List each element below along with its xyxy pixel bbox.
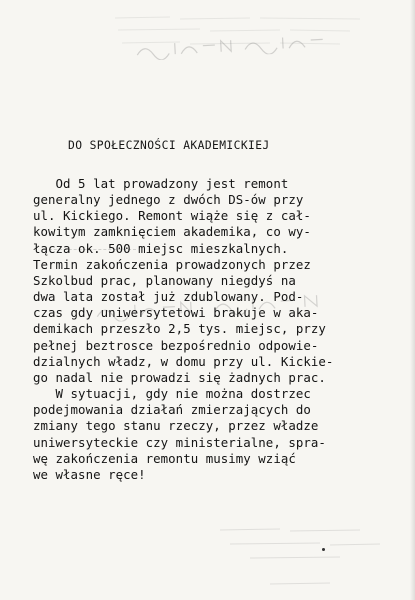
text-line: uniwersyteckie czy ministerialne, spra- bbox=[33, 434, 326, 450]
text-line: łącza ok. 500 miejsc mieszkalnych. bbox=[33, 240, 289, 256]
text-line: Od 5 lat prowadzony jest remont bbox=[33, 176, 289, 191]
text-line: ul. Kickiego. Remont wiąże się z cał- bbox=[33, 208, 311, 224]
text-line: Termin zakończenia prowadzonych przez bbox=[33, 256, 311, 272]
text-line: generalny jednego z dwóch DS-ów przy bbox=[33, 192, 304, 208]
stray-mark bbox=[322, 548, 325, 551]
text-line: czas gdy uniwersytetowi brakuje w aka- bbox=[33, 305, 319, 321]
text-line: podejmowania działań zmierzających do bbox=[33, 402, 311, 418]
text-line: dwa lata został już zdublowany. Pod- bbox=[33, 289, 304, 305]
document-title: DO SPOŁECZNOŚCI AKADEMICKIEJ bbox=[68, 139, 270, 152]
text-line: pełnej beztrosce bezpośrednio odpowie- bbox=[33, 337, 319, 353]
text-line: zmiany tego stanu rzeczy, przez władze bbox=[33, 418, 319, 434]
text-line: wę zakończenia remontu musimy wziąć bbox=[33, 450, 296, 466]
text-line: W sytuacji, gdy nie można dostrzec bbox=[33, 386, 311, 402]
show-through-text-bottom bbox=[210, 522, 390, 594]
text-line: go nadal nie prowadzi się żadnych prac. bbox=[33, 369, 326, 385]
text-line: dzialnych władz, w domu przy ul. Kickie- bbox=[33, 353, 334, 369]
text-line: kowitym zamknięciem akademika, co wy- bbox=[33, 224, 311, 240]
text-line: demikach przeszło 2,5 tys. miejsc, przy bbox=[33, 321, 326, 337]
document-body bbox=[33, 176, 405, 483]
page-edge-shadow bbox=[410, 0, 415, 600]
text-line: Szkolbud prac, planowany niegdyś na bbox=[33, 272, 296, 288]
text-line: we własne ręce! bbox=[33, 466, 146, 482]
